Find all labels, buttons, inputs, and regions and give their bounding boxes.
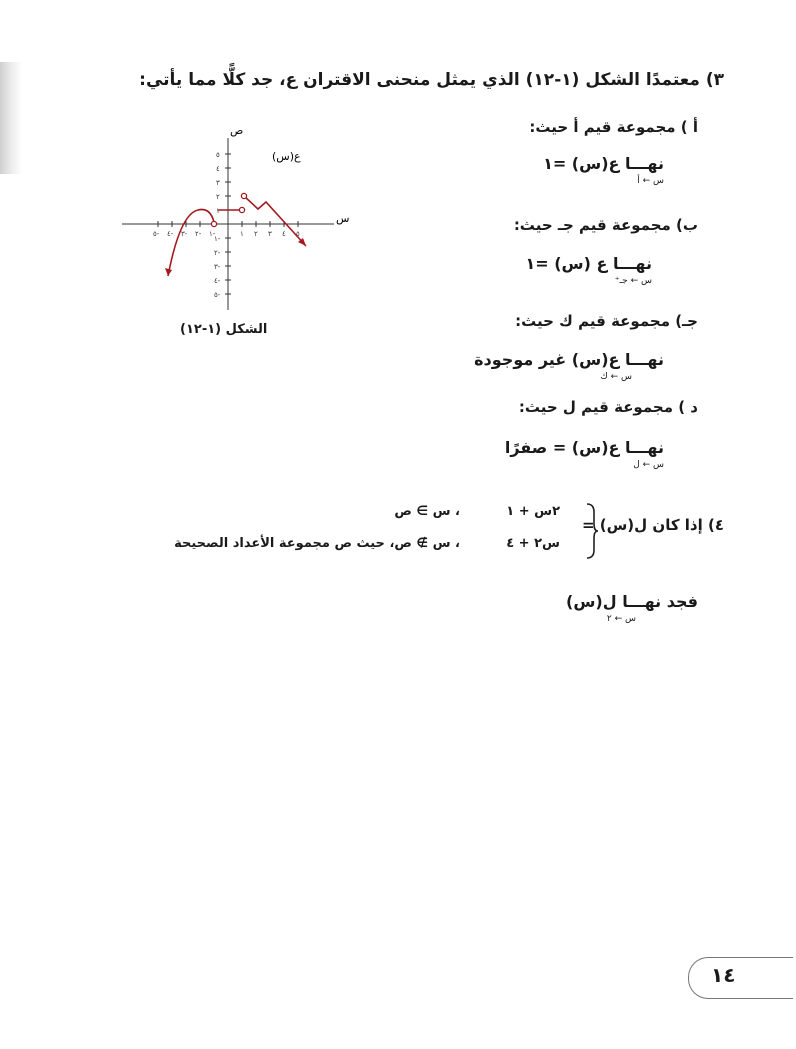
q3-part-b-label: ب) مجموعة قيم جـ حيث:: [513, 216, 698, 234]
x-tick-neg-2: ٢-: [195, 230, 202, 238]
q4-find-limit-subscript: س ← ٢: [606, 614, 636, 624]
q3-part-b-limit-subscript: س ← جـ⁺: [614, 276, 652, 286]
page-number-frame: [688, 957, 793, 999]
q4-case2-expression: س٢ + ٤: [506, 536, 560, 551]
y-tick-neg-4: ٤-: [214, 277, 221, 285]
q3-part-c-label: جـ) مجموعة قيم ك حيث:: [515, 312, 698, 330]
q3-part-a-limit: نهـــا ع(س) =١: [543, 154, 664, 173]
piecewise-brace: [584, 502, 600, 560]
x-tick-1: ١: [240, 230, 244, 238]
x-axis-label: س: [336, 212, 350, 225]
question-4-intro: ٤) إذا كان ل(س) =: [581, 516, 724, 534]
q4-case1-expression: ٢س + ١: [506, 504, 560, 519]
x-tick-5: ٥: [296, 230, 300, 238]
q4-case1-condition: ، س ∋ ص: [394, 504, 460, 519]
curve-segment-descending: [244, 196, 306, 246]
q4-case2-condition: ، س ∌ ص، حيث ص مجموعة الأعداد الصحيحة: [174, 536, 460, 551]
y-tick-neg-1: ١-: [214, 235, 221, 243]
figure-caption: الشكل (١-١٢): [180, 322, 268, 337]
y-axis-label: ص: [230, 124, 244, 137]
x-tick-neg-1: ١-: [209, 230, 216, 238]
q3-part-b-limit: نهـــا ع (س) =١: [525, 254, 652, 273]
q3-part-a-label: أ ) مجموعة قيم أ حيث:: [529, 118, 698, 136]
x-tick-neg-3: ٣-: [181, 230, 188, 238]
x-tick-2: ٢: [254, 230, 258, 238]
q3-part-d-label: د ) مجموعة قيم ل حيث:: [518, 398, 698, 416]
q3-part-a-limit-subscript: س ← أ: [637, 176, 664, 186]
open-circle-at-1-upper: [241, 193, 246, 198]
y-tick-neg-2: ٢-: [214, 249, 221, 257]
page-edge-shadow: [0, 62, 22, 174]
y-tick-neg-3: ٣-: [214, 263, 221, 271]
q3-part-c-limit-subscript: س ← ك: [600, 372, 632, 382]
q3-part-c-limit: نهـــا ع(س) غير موجودة: [474, 350, 664, 369]
y-tick-5: ٥: [216, 151, 220, 159]
arrow-left-down: [165, 268, 172, 276]
y-tick-1: ١: [216, 207, 220, 215]
y-tick-4: ٤: [216, 165, 220, 173]
q4-find-limit: فجد نهـــا ل(س): [566, 592, 698, 611]
y-tick-3: ٣: [216, 179, 220, 187]
function-label: ع(س): [272, 150, 301, 163]
curve-parabola: [168, 210, 214, 277]
q3-part-d-limit: نهـــا ع(س) = صفرًا: [504, 438, 664, 457]
x-tick-neg-5: ٥-: [153, 230, 160, 238]
y-tick-neg-5: ٥-: [214, 291, 221, 299]
y-tick-2: ٢: [216, 193, 220, 201]
function-graph: [118, 124, 348, 324]
question-3-title: ٣) معتمدًا الشكل (١-١٢) الذي يمثل منحنى الاقتران ع، جد كلًّا مما يأتي:: [139, 70, 724, 90]
q3-part-d-limit-subscript: س ← ل: [633, 460, 664, 470]
open-circle-origin-left: [211, 221, 216, 226]
open-circle-at-1: [239, 207, 244, 212]
x-tick-3: ٣: [268, 230, 272, 238]
page-number: ١٤: [711, 963, 736, 987]
x-tick-neg-4: ٤-: [167, 230, 174, 238]
x-tick-4: ٤: [282, 230, 286, 238]
